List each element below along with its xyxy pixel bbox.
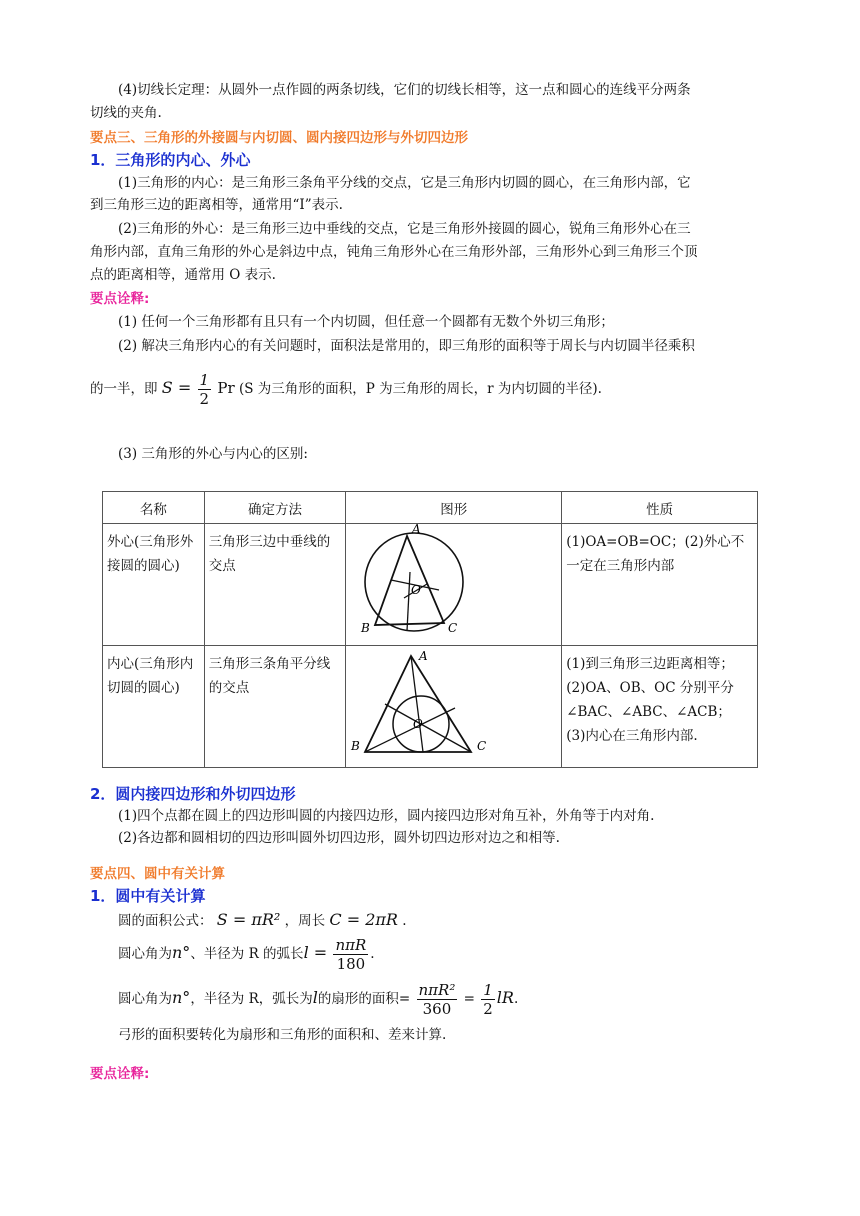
circle-area-formula: S = πR² — [216, 910, 281, 929]
section3-sub2-title: 2．圆内接四边形和外切四边形 — [90, 785, 296, 803]
incenter-def-line1: (1)三角形的内心：是三角形三条角平分线的交点，它是三角形内切圆的圆心，在三角形内部，它 — [118, 175, 691, 191]
circumcenter-def-line3: 点的距离相等，通常用 O 表示. — [90, 267, 276, 283]
center-o-label: O — [412, 717, 423, 731]
sector-denominator: 360 — [422, 1000, 452, 1018]
sector-fraction — [417, 981, 458, 1018]
header-property: 性质 — [562, 492, 758, 524]
sector-end: . — [513, 991, 519, 1007]
fraction-denominator: 2 — [199, 390, 210, 408]
sector-mid2: 的扇形的面积= — [317, 991, 411, 1007]
area-mid: ，周长 — [284, 913, 326, 929]
half-denominator: 2 — [483, 1000, 493, 1018]
note2-line2 — [90, 368, 602, 408]
section4-sub1-title: 1．圆中有关计算 — [90, 887, 206, 905]
segment-area-note: 弓形的面积要转化为扇形和三角形的面积和、差来计算. — [118, 1027, 447, 1043]
tangent-theorem-line1: (4)切线长定理：从圆外一点作圆的两条切线，它们的切线长相等，这一点和圆心的连线平分两条 — [118, 82, 691, 98]
header-figure: 图形 — [346, 492, 562, 524]
table-header-row — [103, 492, 758, 524]
sector-area-line — [118, 978, 518, 1020]
fraction-numerator: 1 — [199, 371, 210, 389]
arc-length-fraction — [333, 936, 368, 973]
section4-note-label: 要点诠释: — [90, 1066, 150, 1082]
tangent-theorem-line2: 切线的夹角. — [90, 105, 162, 121]
area-formula-fraction — [198, 371, 212, 408]
section3-sub1-title: 1．三角形的内心、外心 — [90, 151, 251, 169]
note2-suffix: (S 为三角形的面积，P 为三角形的周长，r 为内切圆的半径). — [238, 381, 602, 397]
quad-circumscribed: (2)各边都和圆相切的四边形叫圆外切四边形，圆外切四边形对边之和相等. — [118, 830, 560, 846]
arc-prefix: 圆心角为 — [118, 946, 172, 962]
arc-denominator: 180 — [336, 955, 366, 973]
center-comparison-table — [102, 491, 758, 768]
area-formula-rhs: Pr — [217, 379, 235, 397]
vertex-b-label: B — [350, 739, 360, 753]
vertex-a-label: A — [418, 649, 428, 663]
header-method: 确定方法 — [204, 492, 346, 524]
header-name: 名称 — [103, 492, 205, 524]
area-prefix: 圆的面积公式： — [118, 913, 213, 929]
section4-heading: 要点四、圆中有关计算 — [90, 866, 225, 882]
arc-angle: n° — [172, 943, 191, 962]
note3: (3) 三角形的外心与内心的区别: — [118, 446, 308, 462]
table-row — [103, 646, 758, 768]
sector-eq: = — [463, 991, 475, 1007]
incenter-property: (1)到三角形三边距离相等；(2)OA、OB、OC 分别平分∠BAC、∠ABC、∠ACB； (3)内心在三角形内部. — [566, 656, 734, 744]
vertex-c-label: C — [447, 621, 457, 635]
incenter-name: 内心(三角形内切圆的圆心) — [107, 656, 194, 696]
circumcenter-name: 外心(三角形外接圆的圆心) — [107, 534, 194, 574]
circumference-formula: C = 2πR — [329, 910, 398, 929]
half-numerator: 1 — [483, 981, 493, 999]
note-label: 要点诠释: — [90, 291, 150, 307]
table-row — [103, 524, 758, 646]
circumcenter-def-line1: (2)三角形的外心：是三角形三边中垂线的交点，它是三角形外接圆的圆心，锐角三角形外心在三 — [118, 221, 691, 237]
sector-l: l — [312, 988, 318, 1007]
area-end: . — [402, 913, 407, 929]
note2-prefix: 的一半，即 — [90, 381, 158, 397]
arc-l: l = — [303, 943, 328, 962]
note1: (1) 任何一个三角形都有且只有一个内切圆，但任意一个圆都有无数个外切三角形； — [118, 314, 614, 330]
incenter-method: 三角形三条角平分线的交点 — [208, 656, 331, 696]
sector-numerator: nπR² — [418, 981, 456, 999]
arc-end: . — [370, 946, 375, 962]
circumcircle-figure — [347, 524, 561, 641]
incenter-def-line2: 到三角形三边的距离相等，通常用“I”表示. — [90, 197, 343, 213]
sector-half-fraction — [481, 981, 495, 1018]
circumcenter-property: (1)OA=OB=OC；(2)外心不一定在三角形内部 — [566, 534, 745, 574]
arc-mid: 、半径为 R 的弧长 — [190, 946, 304, 962]
incircle-figure — [347, 646, 561, 763]
center-o-label: O — [410, 583, 421, 597]
circle-area-line — [118, 908, 407, 933]
sector-prefix: 圆心角为 — [118, 991, 172, 1007]
sector-tail: lR — [496, 988, 514, 1007]
sector-angle: n° — [172, 988, 191, 1007]
section3-heading: 要点三、三角形的外接圆与内切圆、圆内接四边形与外切四边形 — [90, 130, 468, 146]
circumcenter-def-line2: 角形内部，直角三角形的外心是斜边中点，钝角三角形外心在三角形外部，三角形外心到三角形三个顶 — [90, 244, 698, 260]
arc-numerator: nπR — [335, 936, 367, 954]
vertex-b-label: B — [360, 621, 370, 635]
vertex-a-label: A — [411, 524, 421, 536]
circumcenter-method: 三角形三边中垂线的交点 — [208, 534, 331, 574]
arc-length-line — [118, 933, 375, 975]
area-formula-lhs: S = — [161, 378, 192, 397]
note2-line1: (2) 解决三角形内心的有关问题时，面积法是常用的，即三角形的面积等于周长与内切圆半径乘积 — [118, 338, 695, 354]
vertex-c-label: C — [476, 739, 486, 753]
sector-mid1: ，半径为 R，弧长为 — [190, 991, 313, 1007]
quad-inscribed: (1)四个点都在圆上的四边形叫圆的内接四边形，圆内接四边形对角互补，外角等于内对角. — [118, 808, 655, 824]
